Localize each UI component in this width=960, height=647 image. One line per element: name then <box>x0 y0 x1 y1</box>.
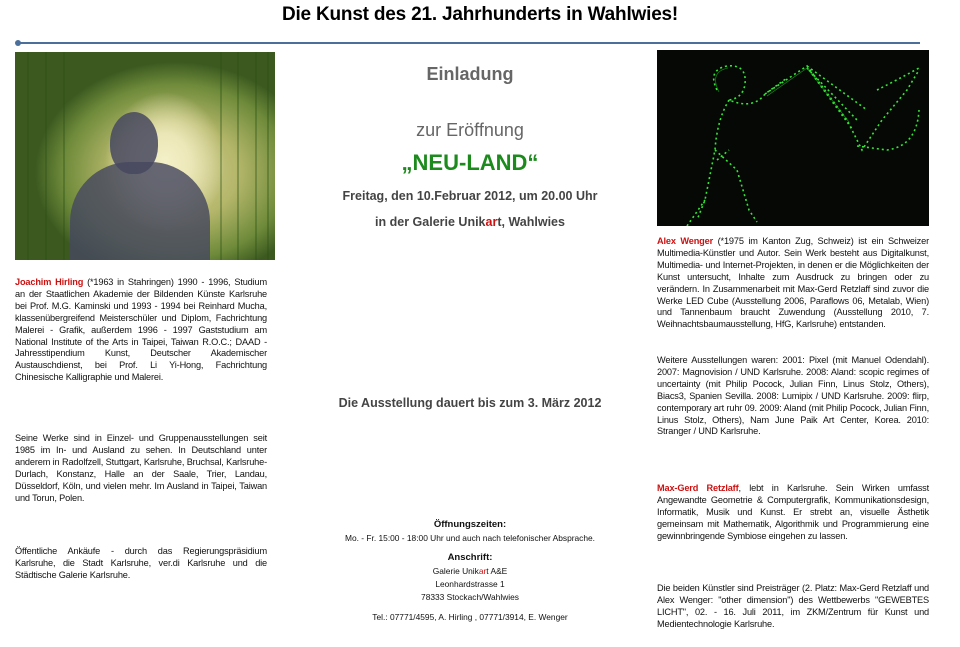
address-text: Galerie Unik <box>432 566 479 576</box>
invitation-heading: Einladung <box>426 64 514 84</box>
opening-hours-text: Mo. - Fr. 15:00 - 18:00 Uhr und auch nach telefonischer Absprache. <box>345 533 595 543</box>
address-highlight: ar <box>478 566 487 576</box>
event-date: Freitag, den 10.Februar 2012, um 20.00 Uhr <box>342 189 598 203</box>
further-exhibitions-paragraph: Weitere Ausstellungen waren: 2001: Pixel (mit Manuel Odendahl). 2007: Magnovision / UND Karlsruhe. 2008: Aland: scopic regimes of uncertainty (mit Philip Pocock, Julian Finn, Linus Stolz, Others), Biacs3, Spanien Sevilla. 2008: Lumipix / UND Karlsruhe. 2009: flirp, contemporary art ruhr 09. 2009: Aland (mit Philip Pocock, Julian Finn, Linus Stolz, Others), Nam June Paik Art Center, Korea. 2010: Stranger / UND Karlsruhe. <box>657 355 929 437</box>
address-line-2: Leonhardstrasse 1 <box>435 579 505 589</box>
address-line-3: 78333 Stockach/Wahlwies <box>421 592 519 602</box>
event-venue <box>320 215 620 229</box>
venue-text-end: t, Wahlwies <box>497 215 565 229</box>
artist-bio-hirling <box>15 277 267 384</box>
artist-bio-text: , lebt in Karlsruhe. Sein Wirken umfasst Angewandte Geometrie & Computergrafik, Kommunikationsdesign, Informatik, Musik und Kunst. Er strebt an, visuelle Ästhetik gemeinsam mit Mathematik, Algorithmik und Programmierung eine gewinnbringende Symbiose eingehen zu lassen. <box>657 483 929 541</box>
artist-name-hirling: Joachim Hirling <box>15 277 84 287</box>
venue-text: in der Galerie Unik <box>375 215 486 229</box>
exhibition-duration: Die Ausstellung dauert bis zum 3. März 2012 <box>338 396 602 410</box>
artist-name-retzlaff: Max-Gerd Retzlaff <box>657 483 739 493</box>
opening-hours-heading: Öffnungszeiten: <box>433 519 507 530</box>
address-heading: Anschrift: <box>447 552 493 563</box>
venue-highlight: ar <box>485 215 498 229</box>
artist-bio-retzlaff <box>657 483 929 543</box>
page-title: Die Kunst des 21. Jahrhunderts in Wahlwies! <box>281 4 679 25</box>
artist-name-wenger: Alex Wenger <box>657 236 714 246</box>
header-rule <box>18 42 920 44</box>
award-paragraph: Die beiden Künstler sind Preisträger (2. Platz: Max-Gerd Retzlaff und Alex Wenger: "other dimension") des Wettbewerbs "GEWEBTES LICHT", 02. - 16. Juli 2011, im ZKM/Zentrum für Kunst und Medientechnologie Karlsruhe. <box>657 583 929 629</box>
artist-bio-wenger <box>657 236 929 331</box>
artist-bio-text: (*1963 in Stahringen) 1990 - 1996, Studium an der Staatlichen Akademie der Bildenden Künste Karlsruhe bei Prof. M.G. Kaminski und 1993 - 1994 bei Reinhard Mucha, klassenübergreifend Meisterschüler und Diplom, Fachrichtung Malerei - Grafik, außerdem 1996 - 1997 Gaststudium am National Institute of the Arts in Taipei, Taiwan R.O.C.; DAAD - Jahresstipendium Kunst, Deutscher Akademischer Austauschdienst, bei Prof. Li Yi-Hong, Fachrichtung Chinesische Kalligraphie und Malerei. <box>15 277 267 383</box>
address-line-1 <box>320 566 620 576</box>
opening-subheading: zur Eröffnung <box>416 120 524 140</box>
artwork-laser-image <box>657 50 929 226</box>
exhibition-title: „NEU-LAND“ <box>401 150 539 175</box>
artwork-shadow-image <box>15 52 275 260</box>
artist-bio-text: (*1975 im Kanton Zug, Schweiz) ist ein Schweizer Multimedia-Künstler und Autor. Sein Werk besteht aus Digitalkunst, Multimedia- und Internet-Projekten, in denen er die Möglichkeiten der Kunst untersucht, Inhalte zum Ausdruck zu bringen oder zu verändern. In Zusammenarbeit mit Max-Gerd Retzlaff sind zuvor die Werke LED Cube (Ausstellung 2006, Paraflows 06, Metalab, Wien) und Tannenbaum braucht Zuwendung (Ausstellung 2010, 7. Weihnachtsbaumausstellung, HfG, Karlsruhe) entstanden. <box>657 236 929 330</box>
address-text-end: t A&E <box>486 566 508 576</box>
exhibitions-paragraph: Seine Werke sind in Einzel- und Gruppenausstellungen seit 1985 im In- und Ausland zu sehen. In Deutschland unter anderem in Radolfzell, Stuttgart, Karlsruhe, Bruchsal, Karlsruhe-Durlach, Konstanz, Halle an der Saale, Trier, Landau, Düsseldorf, Köln, und vielen mehr. Im Ausland in Taipei, Taiwan und Torun, Polen. <box>15 433 267 503</box>
acquisitions-paragraph: Öffentliche Ankäufe - durch das Regierungspräsidium Karlsruhe, die Stadt Karlsruhe, ver.di Karlsruhe und die Städtische Galerie Karlsruhe. <box>15 546 267 580</box>
contact-phone: Tel.: 07771/4595, A. Hirling , 07771/3914, E. Wenger <box>372 612 568 622</box>
